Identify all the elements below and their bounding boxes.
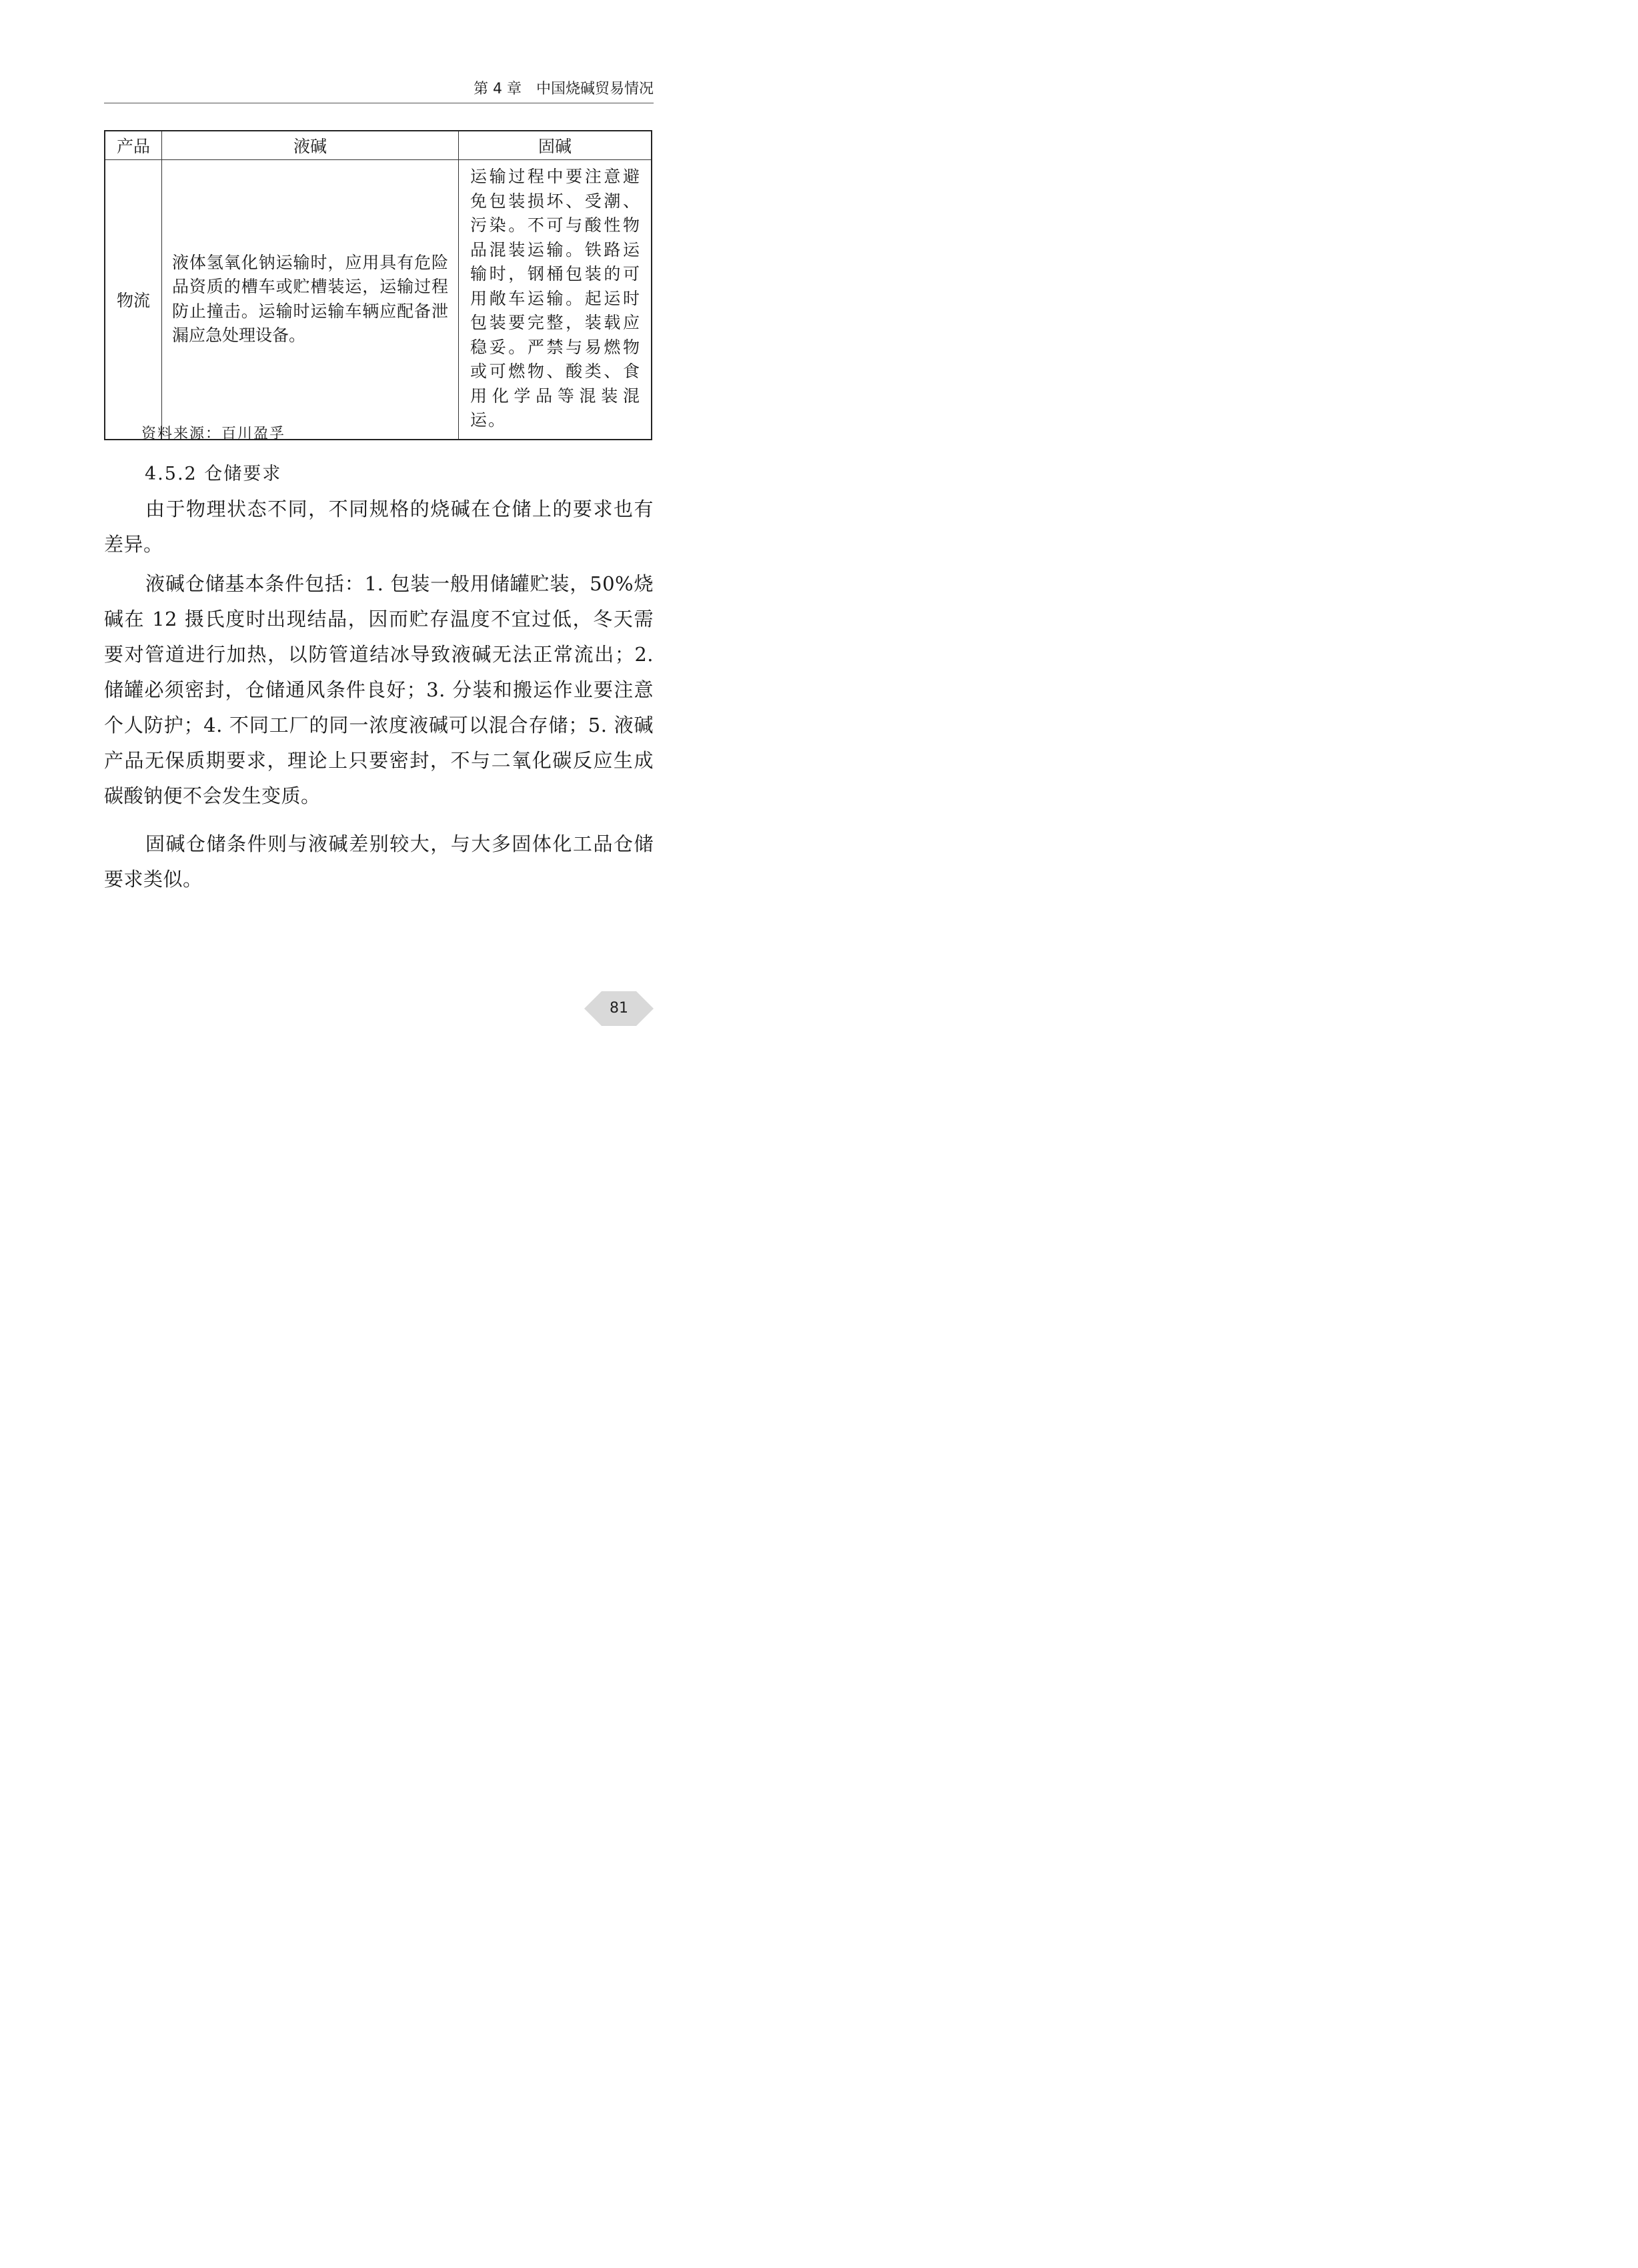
column-header-solid: 固碱 <box>459 131 652 160</box>
cell-liquid <box>162 160 459 440</box>
source-note: 资料来源：百川盈孚 <box>141 426 286 442</box>
logistics-table <box>104 130 652 440</box>
running-header: 第 4 章 中国烧碱贸易情况 <box>474 81 654 97</box>
cell-liquid-text: 液体氢氧化钠运输时，应用具有危险品资质的槽车或贮槽装运，运输过程防止撞击。运输时运输车辆应配备泄漏应急处理设备。 <box>172 252 448 346</box>
section-heading: 4.5.2 仓储要求 <box>145 464 282 484</box>
paragraph-3: 固碱仓储条件则与液碱差别较大，与大多固体化工品仓储要求类似。 <box>104 832 654 891</box>
column-header-product: 产品 <box>105 131 162 160</box>
table-row <box>105 160 652 440</box>
row-label: 物流 <box>105 160 162 440</box>
paragraph-1: 由于物理状态不同，不同规格的烧碱在仓储上的要求也有差异。 <box>104 498 654 556</box>
cell-solid <box>459 160 652 440</box>
page-number-badge <box>584 991 654 1026</box>
paragraph-2: 液碱仓储基本条件包括：1. 包装一般用储罐贮装，50%烧碱在 12 摄氏度时出现结晶，因而贮存温度不宜过低，冬天需要对管道进行加热，以防管道结冰导致液碱无法正常流出；2. 储罐必须密封，仓储通风条件良好；3. 分装和搬运作业要注意个人防护；4. 不同工厂的同一浓度液碱可以混合存储；5. 液碱产品无保质期要求，理论上只要密封，不与二氧化碳反应生成碳酸钠便不会发生变质。 <box>104 572 654 807</box>
column-header-liquid: 液碱 <box>162 131 459 160</box>
table-header-row <box>105 131 652 160</box>
cell-solid-text: 运输过程中要注意避免包装损坏、受潮、污染。不可与酸性物品混装运输。铁路运输时，钢桶包装的可用敞车运输。起运时包装要完整，装载应稳妥。严禁与易燃物或可燃物、酸类、食用化学品等混装混运。 <box>470 167 641 430</box>
page-number: 81 <box>610 1000 628 1017</box>
